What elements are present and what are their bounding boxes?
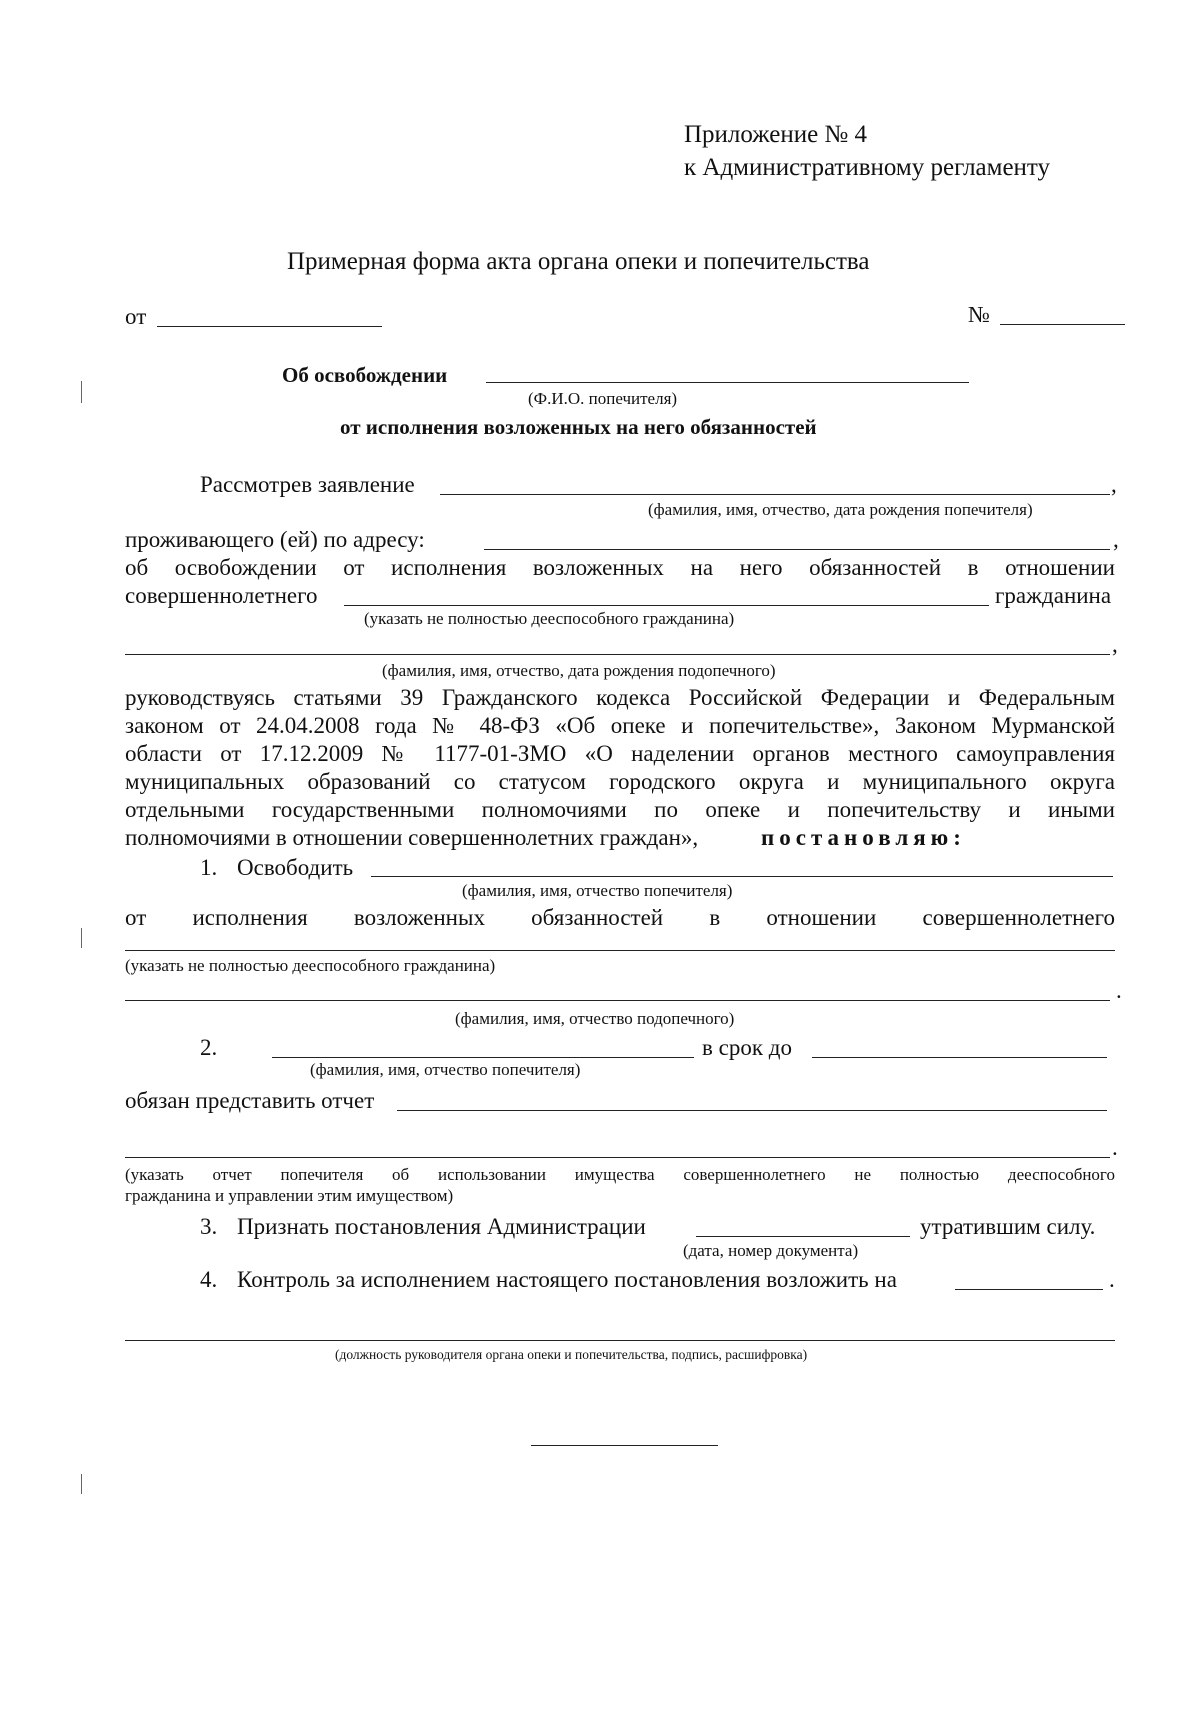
report-caption: гражданина и управлении этим имуществом) xyxy=(125,1186,454,1205)
legal-basis-line: руководствуясь статьями 39 Гражданского кодекса Российской Федерации и Федеральным xyxy=(125,685,1115,710)
item1-incapable-line xyxy=(125,950,1115,951)
specify-caption: (указать не полностью дееспособного гражданина) xyxy=(364,609,735,628)
applicant-line xyxy=(440,494,1110,495)
period: . xyxy=(1109,1267,1115,1292)
report-line xyxy=(397,1110,1107,1111)
item4-number: 4. xyxy=(200,1267,218,1292)
adult-label: совершеннолетнего xyxy=(125,583,318,608)
number-field-line xyxy=(1000,324,1125,325)
signature-caption: (должность руководителя органа опеки и попечительства, подпись, расшифровка) xyxy=(335,1347,808,1362)
citizen-label: гражданина xyxy=(995,583,1112,608)
scan-margin-mark xyxy=(81,381,82,403)
signature-line xyxy=(125,1340,1115,1341)
guardian-caption: (Ф.И.О. попечителя) xyxy=(528,389,678,408)
duties-subtitle: от исполнения возложенных на него обязанностей xyxy=(340,415,817,439)
legal-basis-last-line: полномочиями в отношении совершеннолетних граждан», xyxy=(125,825,699,850)
document-title: Примерная форма акта органа опеки и попечительства xyxy=(287,248,870,275)
report-label: обязан представить отчет xyxy=(125,1088,375,1113)
report-caption: (указать отчет попечителя об использовании имущества совершеннолетнего не полностью дееспособного xyxy=(125,1165,1115,1184)
legal-basis-line: муниципальных образований со статусом городского округа и муниципального округа xyxy=(125,769,1115,794)
item1-number: 1. xyxy=(200,855,218,880)
appendix-number: Приложение № 4 xyxy=(684,121,868,148)
deadline-line xyxy=(812,1057,1107,1058)
item1-ward-caption: (фамилия, имя, отчество подопечного) xyxy=(455,1009,735,1028)
item3-number: 3. xyxy=(200,1214,218,1239)
document-caption: (дата, номер документа) xyxy=(683,1241,859,1260)
applicant-caption: (фамилия, имя, отчество, дата рождения попечителя) xyxy=(648,500,1033,519)
release-line: об освобождении от исполнения возложенных на него обязанностей в отношении xyxy=(125,555,1115,580)
regulation-reference: к Административному регламенту xyxy=(684,154,1051,181)
item4-responsible-line xyxy=(955,1289,1103,1290)
item2-guardian-caption: (фамилия, имя, отчество попечителя) xyxy=(310,1060,581,1079)
ward-caption: (фамилия, имя, отчество, дата рождения подопечного) xyxy=(382,661,776,680)
invalid-label: утратившим силу. xyxy=(920,1214,1096,1239)
date-field-line xyxy=(157,326,382,327)
item4-text: Контроль за исполнением настоящего постановления возложить на xyxy=(237,1267,897,1292)
comma: , xyxy=(1111,472,1117,497)
item1-guardian-caption: (фамилия, имя, отчество попечителя) xyxy=(462,881,733,900)
comma: , xyxy=(1113,527,1119,552)
guardian-name-line xyxy=(486,382,969,383)
comma: , xyxy=(1112,632,1118,657)
date-label: от xyxy=(125,304,147,329)
address-line xyxy=(484,549,1110,550)
scan-margin-mark xyxy=(81,928,82,948)
item3-document-line xyxy=(696,1236,910,1237)
legal-basis-line: законом от 24.04.2008 года № 48-ФЗ «Об опеке и попечительстве», Законом Мурманской xyxy=(125,713,1115,738)
period: . xyxy=(1112,1135,1118,1160)
item1-label: Освободить xyxy=(237,855,354,880)
end-separator xyxy=(531,1445,718,1446)
legal-basis-line: области от 17.12.2009 № 1177-01-ЗМО «О наделении органов местного самоуправления xyxy=(125,741,1115,766)
item1-from-line: от исполнения возложенных обязанностей в отношении совершеннолетнего xyxy=(125,905,1115,930)
number-label: № xyxy=(968,302,990,327)
incapable-citizen-line xyxy=(344,605,989,606)
residing-label: проживающего (ей) по адресу: xyxy=(125,527,425,552)
item1-ward-line xyxy=(125,1000,1110,1001)
item1-guardian-line xyxy=(371,876,1113,877)
release-label: Об освобождении xyxy=(282,363,448,387)
scan-margin-mark xyxy=(81,1474,82,1494)
period: . xyxy=(1116,978,1122,1003)
report-line-2 xyxy=(125,1157,1110,1158)
item1-specify-caption: (указать не полностью дееспособного гражданина) xyxy=(125,956,496,975)
item3-text: Признать постановления Администрации xyxy=(237,1214,646,1239)
item2-number: 2. xyxy=(200,1035,218,1060)
ward-line xyxy=(125,654,1110,655)
decree-word: постановляю: xyxy=(761,825,966,850)
item2-guardian-line xyxy=(272,1057,694,1058)
considering-label: Рассмотрев заявление xyxy=(200,472,415,497)
deadline-label: в срок до xyxy=(702,1035,792,1060)
legal-basis-line: отдельными государственными полномочиями по опеке и попечительству и иными xyxy=(125,797,1115,822)
